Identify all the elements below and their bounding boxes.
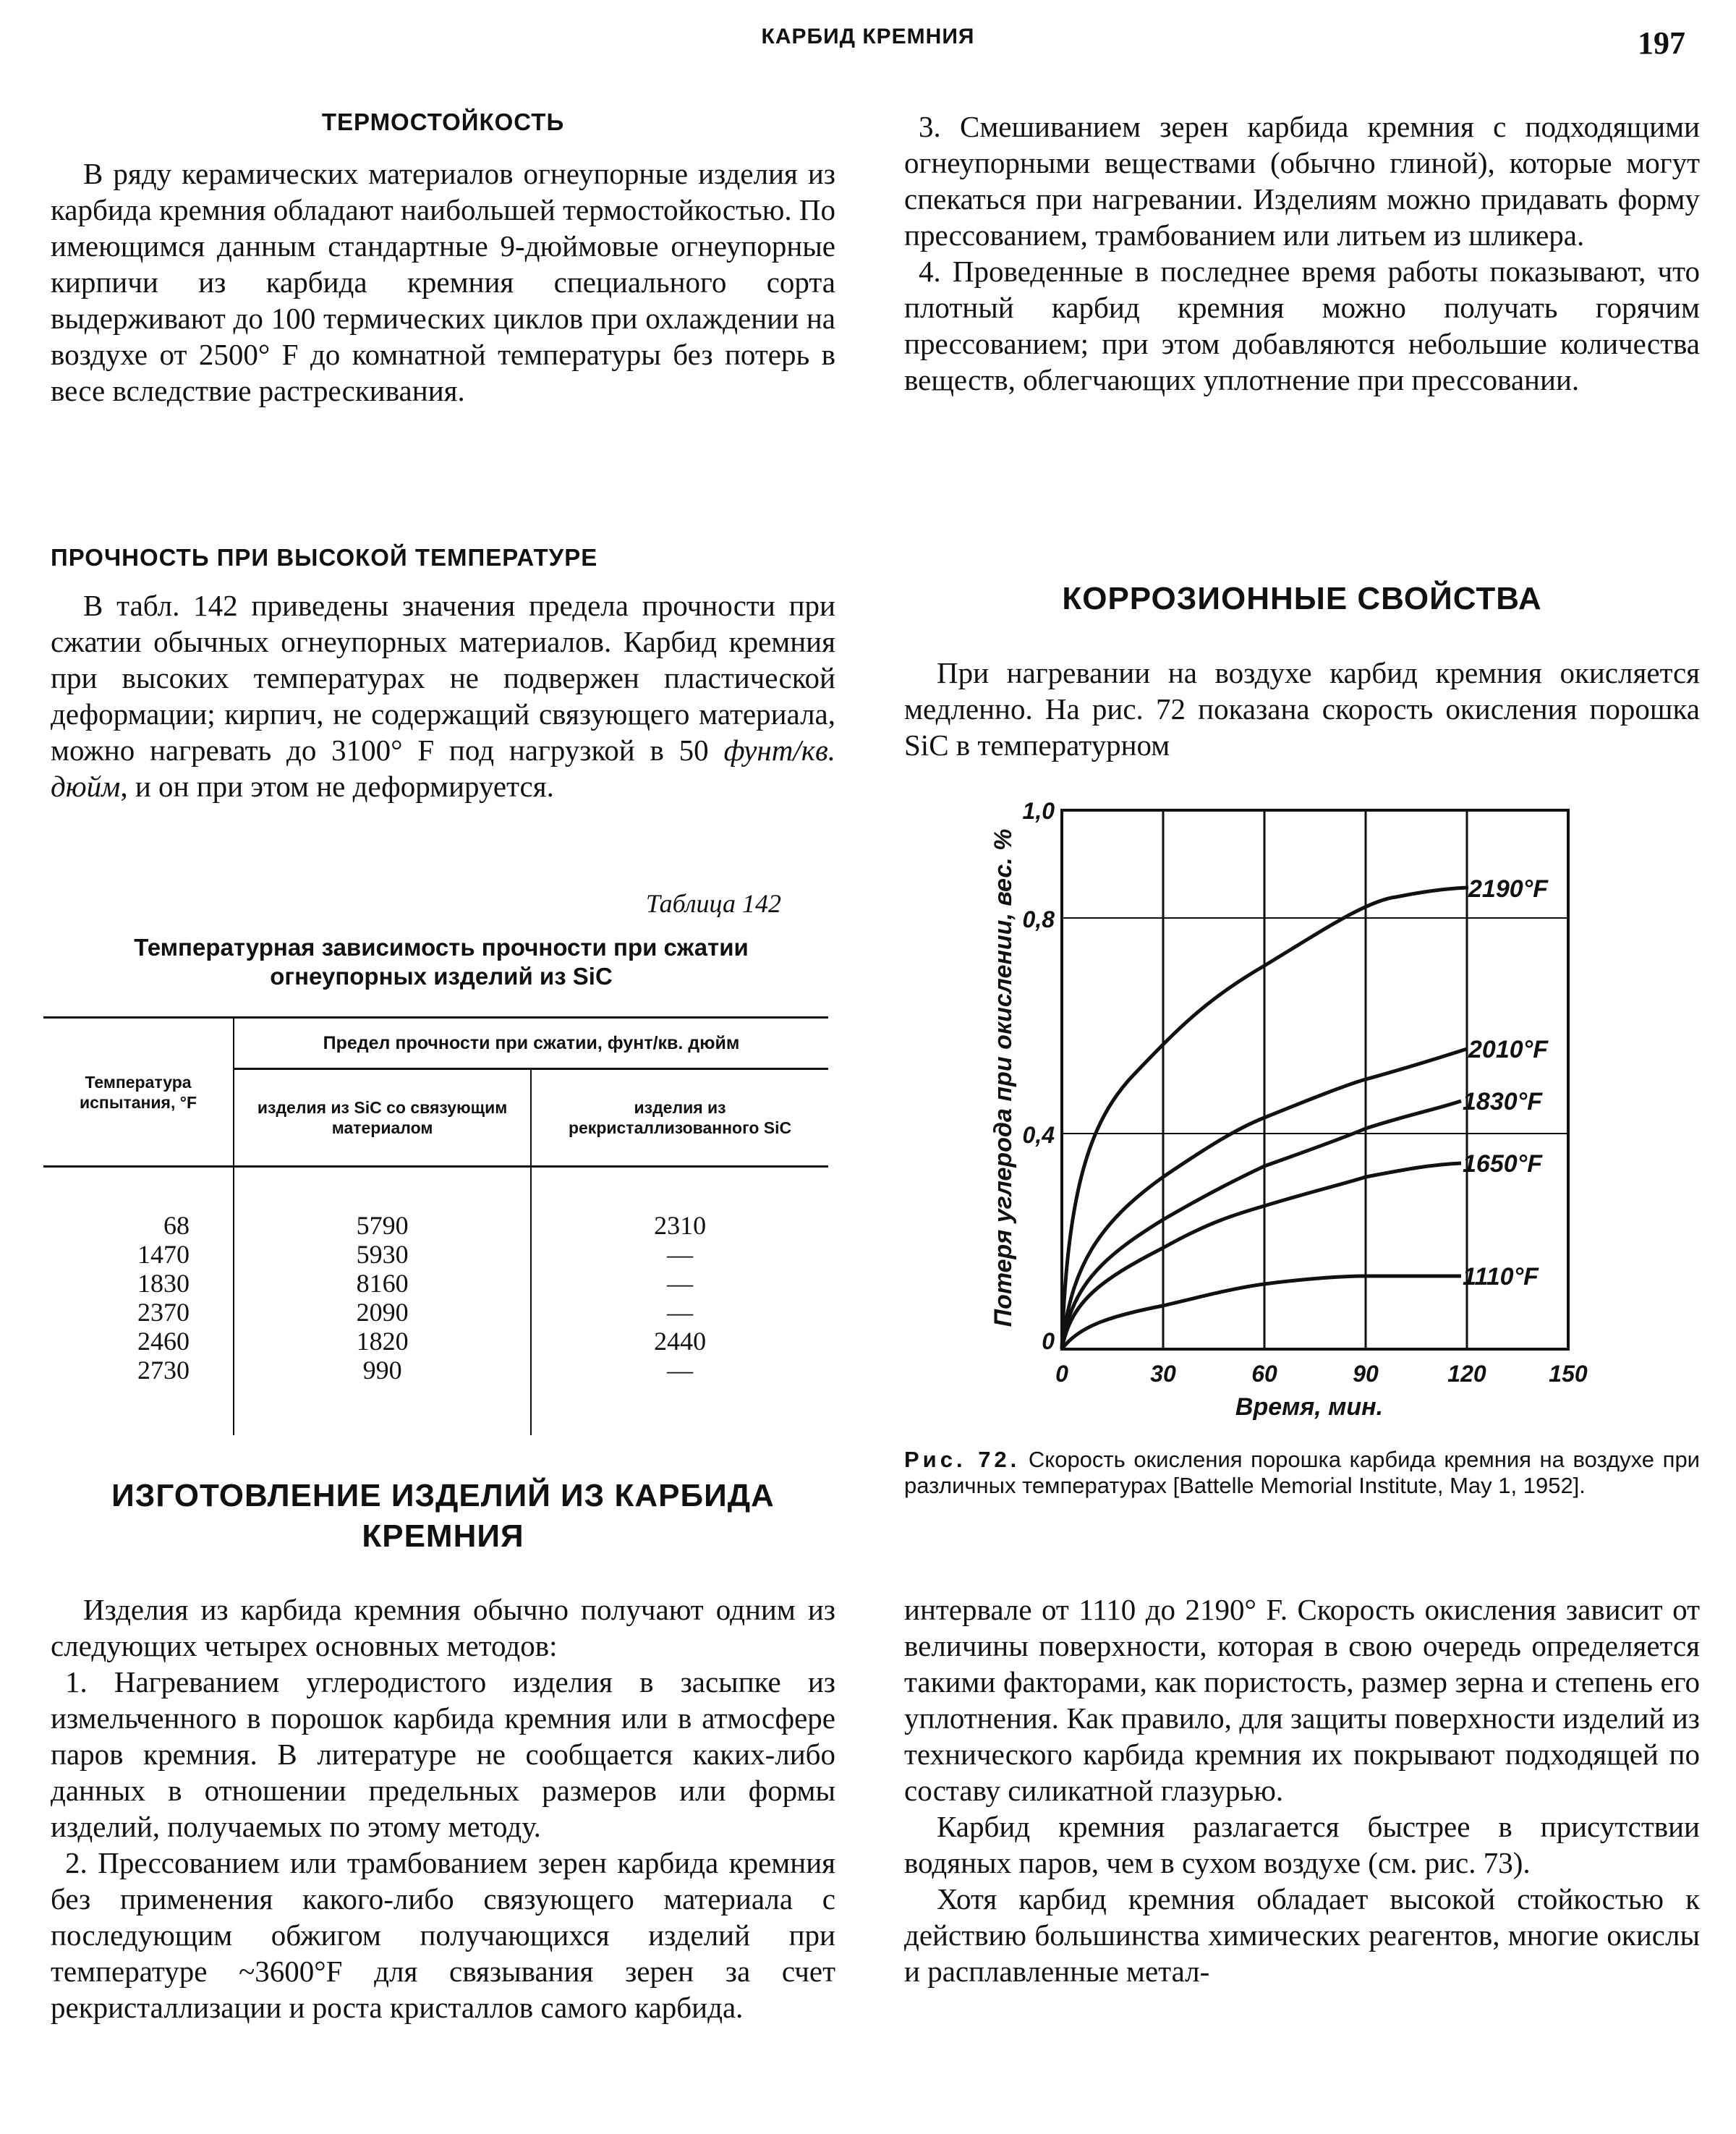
table-row: 2730 990 — xyxy=(43,1356,828,1385)
paragraph: Карбид кремния разлагается быстрее в присутствии водяных паров, чем в сухом воздухе (см. рис. 73). xyxy=(904,1810,1700,1879)
table-row: 68 5790 2310 xyxy=(43,1211,828,1240)
y-tick: 0,8 xyxy=(1022,906,1055,932)
corrosion-section xyxy=(904,655,1700,763)
series-label-2190: 2190°F xyxy=(1468,875,1549,903)
section-title-manufacturing: ИЗГОТОВЛЕНИЕ ИЗДЕЛИЙ ИЗ КАРБИДА КРЕМНИЯ xyxy=(111,1478,775,1554)
figure-caption: Рис. 72. Скорость окисления порошка карбида кремния на воздухе при различных температурах [Battelle Memorial Institute, May 1, 1952]. xyxy=(904,1447,1700,1498)
x-tick: 0 xyxy=(1055,1361,1068,1387)
method-item-2: 2. Прессованием или трамбованием зерен карбида кремния без применения какого-либо связующего материала с последующим обжигом получающихся изделий при температуре ~3600°F для связывания зерен за счет рекристаллизации и роста кристаллов самого карбида. xyxy=(51,1846,835,2024)
table-row: 2460 1820 2440 xyxy=(43,1327,828,1356)
section-title-thermal-resistance: ТЕРМОСТОЙКОСТЬ xyxy=(321,109,565,135)
series-label-2010: 2010°F xyxy=(1468,1036,1549,1063)
y-axis-label: Потеря углерода при окислении, вес. % xyxy=(990,828,1017,1327)
method-item-4: 4. Проведенные в последнее время работы показывают, что плотный карбид кремния можно получать горячим прессованием; при этом добавляются небольшие количества веществ, облегчающих уплотнение при прессовании. xyxy=(904,255,1700,396)
table-title: Температурная зависимость прочности при сжатии огнеупорных изделий из SiC xyxy=(134,934,749,990)
page-number: 197 xyxy=(1638,25,1685,61)
x-axis-label: Время, мин. xyxy=(1235,1393,1384,1421)
series-label-1110: 1110°F xyxy=(1463,1263,1539,1291)
table-row: 1830 8160 — xyxy=(43,1269,828,1298)
paragraph: В ряду керамических материалов огнеупорные изделия из карбида кремния обладают наибольшей термостойкостью. По имеющимся данным стандартные 9-дюймовые огнеупорные кирпичи из карбида кремния специального сорта выдерживают до 100 термических циклов при охлаждении на воздухе от 2500° F до комнатной температуры без потерь в весе вследствие растрескивания. xyxy=(51,157,835,407)
oxidation-chart xyxy=(962,788,1685,1425)
high-temp-strength-section xyxy=(51,587,835,804)
strength-table xyxy=(43,1016,828,1435)
paragraph: Изделия из карбида кремния обычно получают одним из следующих четырех основных методов: xyxy=(51,1593,835,1662)
col-header-bonded: изделия из SiC со связующим материалом xyxy=(234,1069,531,1167)
x-tick: 90 xyxy=(1353,1361,1379,1387)
col-header-recrystallized: изделия из рекристаллизованного SiC xyxy=(568,1098,792,1137)
paragraph: интервале от 1110 до 2190° F. Скорость окисления зависит от величины поверхности, которая в свою очередь определяется такими факторами, как пористость, размер зерна и степень его уплотнения. Как правило, для защиты поверхности изделий из технического карбида кремния их покрывают подходящей по составу силикатной глазурью. xyxy=(904,1593,1700,1807)
y-tick: 0,4 xyxy=(1022,1122,1055,1148)
paragraph: Хотя карбид кремния обладает высокой стойкостью к действию большинства химических реагентов, многие окислы и расплавленные метал- xyxy=(904,1882,1700,1988)
curve-1650F xyxy=(1062,1163,1461,1349)
paragraph: В табл. 142 приведены значения предела прочности при сжатии обычных огнеупорных материалов. Карбид кремния при высоких температурах не подвержен пластической деформации; кирпич, не содержащий связующего материала, можно нагревать до 3100° F под нагрузкой в 50 фунт/кв. дюйм, и он при этом не деформируется. xyxy=(51,589,835,803)
table-row: 1470 5930 — xyxy=(43,1240,828,1269)
x-tick: 30 xyxy=(1150,1361,1176,1387)
curve-1110F xyxy=(1062,1276,1461,1349)
section-title-high-temp-strength: ПРОЧНОСТЬ ПРИ ВЫСОКОЙ ТЕМПЕРАТУРЕ xyxy=(51,544,598,571)
methods-continued xyxy=(904,109,1700,398)
col-header-group: Предел прочности при сжатии, фунт/кв. дюйм xyxy=(234,1018,828,1069)
table-row: 2370 2090 — xyxy=(43,1298,828,1327)
table-label: Таблица 142 xyxy=(645,889,781,918)
x-tick: 120 xyxy=(1447,1361,1486,1387)
running-title: КАРБИД КРЕМНИЯ xyxy=(761,25,975,48)
method-item-1: 1. Нагреванием углеродистого изделия в засыпке из измельченного в порошок карбида кремния или в атмосфере паров кремния. В литературе не сообщается каких-либо данных в отношении предельных размеров или формы изделий, получаемых по этому методу. xyxy=(51,1665,835,1843)
paragraph: При нагревании на воздухе карбид кремния окисляется медленно. На рис. 72 показана скорость окисления порошка SiC в температурном xyxy=(904,656,1700,762)
method-item-3: 3. Смешиванием зерен карбида кремния с подходящими огнеупорными веществами (обычно глиной), которые могут спекаться при нагревании. Изделиям можно придавать форму прессованием, трамбованием или литьем из шликера. xyxy=(904,110,1700,252)
x-tick: 60 xyxy=(1251,1361,1277,1387)
y-tick: 1,0 xyxy=(1022,798,1055,824)
curve-1830F xyxy=(1062,1101,1461,1349)
thermal-resistance-section xyxy=(51,156,835,409)
manufacturing-section xyxy=(51,1591,835,2025)
y-tick: 0 xyxy=(1042,1328,1055,1354)
x-tick: 150 xyxy=(1549,1361,1588,1387)
series-label-1650: 1650°F xyxy=(1463,1150,1543,1178)
series-label-1830: 1830°F xyxy=(1463,1088,1543,1115)
section-title-corrosion: КОРРОЗИОННЫЕ СВОЙСТВА xyxy=(1062,581,1542,616)
col-header-temp: Температура испытания, °F xyxy=(43,1018,234,1167)
corrosion-continued xyxy=(904,1591,1700,1989)
